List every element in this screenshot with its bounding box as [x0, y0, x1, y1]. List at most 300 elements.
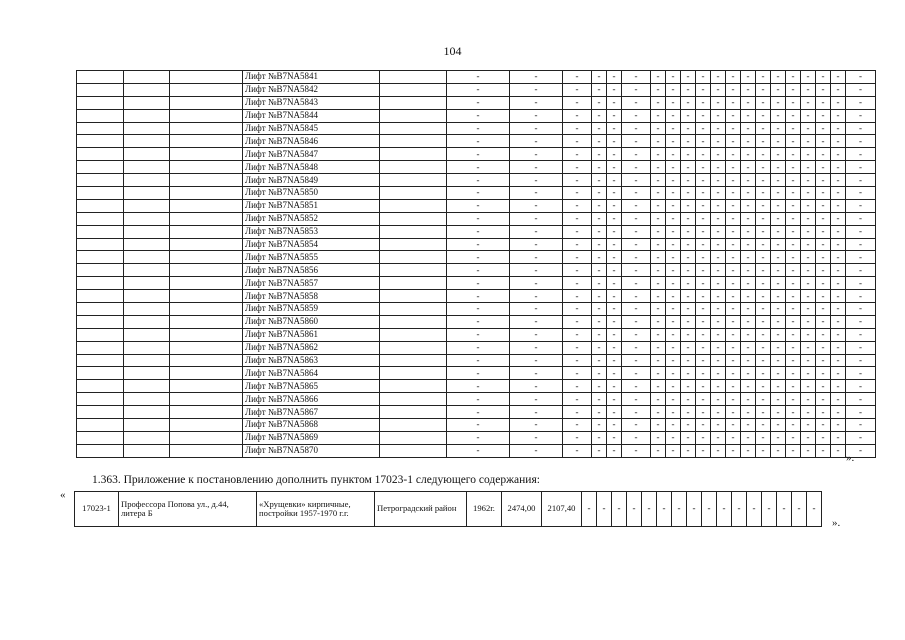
dash-cell: - [622, 199, 651, 212]
dash-cell: - [816, 122, 831, 135]
dash-cell: - [741, 83, 756, 96]
table-row [77, 122, 876, 135]
table-row [77, 225, 876, 238]
empty-cell [77, 393, 124, 406]
dash-cell: - [741, 315, 756, 328]
dash-cell: - [592, 187, 607, 200]
dash-cell: - [831, 251, 846, 264]
dash-cell: - [786, 187, 801, 200]
dash-cell: - [622, 290, 651, 303]
dash-cell: - [563, 303, 592, 316]
dash-cell: - [846, 109, 876, 122]
empty-cell [170, 315, 243, 328]
dash-cell: - [607, 148, 622, 161]
dash-cell: - [711, 431, 726, 444]
dash-cell: - [681, 174, 696, 187]
dash-cell: - [711, 161, 726, 174]
dash-cell: - [592, 251, 607, 264]
dash-cell: - [447, 431, 510, 444]
dash-cell: - [771, 419, 786, 432]
dash-cell: - [726, 406, 741, 419]
dash-cell: - [592, 83, 607, 96]
dash-cell: - [510, 109, 563, 122]
table-row [77, 238, 876, 251]
empty-cell [124, 303, 170, 316]
dash-cell: - [681, 148, 696, 161]
dash-cell: - [666, 148, 681, 161]
dash-cell: - [816, 419, 831, 432]
dash-cell: - [816, 328, 831, 341]
dash-cell: - [651, 148, 666, 161]
empty-cell [170, 354, 243, 367]
dash-cell: - [801, 419, 816, 432]
dash-cell: - [622, 354, 651, 367]
dash-cell: - [510, 290, 563, 303]
dash-cell: - [622, 431, 651, 444]
dash-cell: - [831, 380, 846, 393]
dash-cell: - [622, 174, 651, 187]
dash-cell: - [622, 406, 651, 419]
dash-cell: - [447, 251, 510, 264]
dash-cell: - [510, 277, 563, 290]
empty-cell [170, 187, 243, 200]
dash-cell: - [696, 83, 711, 96]
dash-cell: - [657, 492, 672, 527]
dash-cell: - [771, 199, 786, 212]
dash-cell: - [786, 212, 801, 225]
dash-cell: - [756, 135, 771, 148]
dash-cell: - [607, 161, 622, 174]
dash-cell: - [563, 122, 592, 135]
lift-name: Лифт №B7NA5854 [243, 238, 380, 251]
dash-cell: - [696, 187, 711, 200]
dash-cell: - [741, 328, 756, 341]
dash-cell: - [447, 135, 510, 148]
dash-cell: - [756, 199, 771, 212]
dash-cell: - [666, 264, 681, 277]
dash-cell: - [681, 109, 696, 122]
dash-cell: - [801, 406, 816, 419]
table-row [77, 174, 876, 187]
dash-cell: - [582, 492, 597, 527]
dash-cell: - [696, 431, 711, 444]
dash-cell: - [726, 109, 741, 122]
empty-cell [170, 419, 243, 432]
dash-cell: - [786, 264, 801, 277]
dash-cell: - [711, 238, 726, 251]
dash-cell: - [696, 367, 711, 380]
table-row [77, 264, 876, 277]
empty-cell [77, 264, 124, 277]
lift-table [76, 70, 876, 458]
dash-cell: - [786, 83, 801, 96]
dash-cell: - [846, 315, 876, 328]
dash-cell: - [702, 492, 717, 527]
dash-cell: - [622, 212, 651, 225]
dash-cell: - [786, 290, 801, 303]
dash-cell: - [756, 380, 771, 393]
dash-cell: - [666, 71, 681, 84]
dash-cell: - [726, 212, 741, 225]
lift-name: Лифт №B7NA5842 [243, 83, 380, 96]
dash-cell: - [711, 225, 726, 238]
dash-cell: - [607, 406, 622, 419]
dash-cell: - [786, 109, 801, 122]
dash-cell: - [666, 393, 681, 406]
dash-cell: - [726, 199, 741, 212]
dash-cell: - [681, 367, 696, 380]
dash-cell: - [510, 148, 563, 161]
empty-cell [124, 174, 170, 187]
dash-cell: - [786, 238, 801, 251]
empty-cell [124, 199, 170, 212]
empty-cell [77, 199, 124, 212]
dash-cell: - [786, 225, 801, 238]
dash-cell: - [696, 328, 711, 341]
dash-cell: - [622, 238, 651, 251]
dash-cell: - [666, 187, 681, 200]
dash-cell: - [607, 315, 622, 328]
dash-cell: - [846, 303, 876, 316]
lift-name: Лифт №B7NA5845 [243, 122, 380, 135]
dash-cell: - [651, 187, 666, 200]
empty-cell [380, 264, 447, 277]
dash-cell: - [726, 135, 741, 148]
dash-cell: - [741, 174, 756, 187]
empty-cell [380, 354, 447, 367]
dash-cell: - [622, 83, 651, 96]
dash-cell: - [681, 328, 696, 341]
dash-cell: - [786, 380, 801, 393]
dash-cell: - [592, 161, 607, 174]
dash-cell: - [711, 187, 726, 200]
lift-name: Лифт №B7NA5860 [243, 315, 380, 328]
dash-cell: - [563, 225, 592, 238]
empty-cell [77, 367, 124, 380]
dash-cell: - [831, 354, 846, 367]
dash-cell: - [786, 328, 801, 341]
dash-cell: - [786, 148, 801, 161]
dash-cell: - [741, 277, 756, 290]
dash-cell: - [592, 238, 607, 251]
dash-cell: - [846, 406, 876, 419]
dash-cell: - [741, 135, 756, 148]
dash-cell: - [651, 419, 666, 432]
empty-cell [380, 199, 447, 212]
dash-cell: - [563, 444, 592, 457]
dash-cell: - [711, 393, 726, 406]
dash-cell: - [786, 354, 801, 367]
empty-cell [77, 251, 124, 264]
dash-cell: - [696, 96, 711, 109]
dash-cell: - [510, 380, 563, 393]
dash-cell: - [741, 148, 756, 161]
table-row [77, 444, 876, 457]
dash-cell: - [711, 315, 726, 328]
dash-cell: - [607, 431, 622, 444]
dash-cell: - [726, 161, 741, 174]
dash-cell: - [741, 419, 756, 432]
dash-cell: - [563, 135, 592, 148]
dash-cell: - [831, 406, 846, 419]
dash-cell: - [563, 328, 592, 341]
dash-cell: - [666, 290, 681, 303]
dash-cell: - [816, 303, 831, 316]
row-area-total: 2474,00 [502, 492, 542, 527]
dash-cell: - [711, 212, 726, 225]
dash-cell: - [771, 277, 786, 290]
dash-cell: - [801, 315, 816, 328]
dash-cell: - [592, 419, 607, 432]
dash-cell: - [801, 122, 816, 135]
dash-cell: - [447, 290, 510, 303]
dash-cell: - [666, 96, 681, 109]
empty-cell [170, 122, 243, 135]
dash-cell: - [607, 83, 622, 96]
dash-cell: - [786, 367, 801, 380]
dash-cell: - [816, 341, 831, 354]
dash-cell: - [711, 96, 726, 109]
empty-cell [170, 444, 243, 457]
empty-cell [170, 290, 243, 303]
dash-cell: - [786, 122, 801, 135]
dash-cell: - [801, 109, 816, 122]
empty-cell [124, 406, 170, 419]
dash-cell: - [592, 277, 607, 290]
dash-cell: - [563, 251, 592, 264]
dash-cell: - [771, 174, 786, 187]
dash-cell: - [831, 290, 846, 303]
dash-cell: - [510, 174, 563, 187]
dash-cell: - [711, 277, 726, 290]
dash-cell: - [831, 431, 846, 444]
row-building-type: «Хрущевки» кирпичные, постройки 1957-1970 г.г. [257, 492, 375, 527]
dash-cell: - [831, 444, 846, 457]
empty-cell [124, 187, 170, 200]
dash-cell: - [816, 174, 831, 187]
dash-cell: - [510, 83, 563, 96]
dash-cell: - [666, 303, 681, 316]
dash-cell: - [816, 96, 831, 109]
dash-cell: - [447, 83, 510, 96]
dash-cell: - [771, 341, 786, 354]
lift-name: Лифт №B7NA5847 [243, 148, 380, 161]
empty-cell [77, 431, 124, 444]
dash-cell: - [756, 328, 771, 341]
dash-cell: - [622, 187, 651, 200]
dash-cell: - [771, 109, 786, 122]
dash-cell: - [846, 161, 876, 174]
empty-cell [124, 380, 170, 393]
table-row [77, 380, 876, 393]
dash-cell: - [592, 199, 607, 212]
dash-cell: - [696, 174, 711, 187]
empty-cell [170, 264, 243, 277]
dash-cell: - [756, 406, 771, 419]
dash-cell: - [726, 367, 741, 380]
dash-cell: - [741, 187, 756, 200]
dash-cell: - [622, 96, 651, 109]
empty-cell [170, 380, 243, 393]
dash-cell: - [711, 135, 726, 148]
empty-cell [380, 431, 447, 444]
dash-cell: - [563, 419, 592, 432]
table-row [77, 251, 876, 264]
dash-cell: - [651, 341, 666, 354]
empty-cell [77, 238, 124, 251]
dash-cell: - [681, 83, 696, 96]
dash-cell: - [607, 96, 622, 109]
dash-cell: - [447, 109, 510, 122]
dash-cell: - [846, 148, 876, 161]
dash-cell: - [756, 264, 771, 277]
dash-cell: - [846, 199, 876, 212]
dash-cell: - [816, 264, 831, 277]
dash-cell: - [801, 303, 816, 316]
dash-cell: - [801, 187, 816, 200]
dash-cell: - [681, 161, 696, 174]
dash-cell: - [651, 406, 666, 419]
dash-cell: - [651, 315, 666, 328]
dash-cell: - [666, 444, 681, 457]
dash-cell: - [447, 187, 510, 200]
dash-cell: - [756, 367, 771, 380]
dash-cell: - [741, 367, 756, 380]
dash-cell: - [592, 380, 607, 393]
dash-cell: - [741, 71, 756, 84]
dash-cell: - [786, 96, 801, 109]
empty-cell [124, 341, 170, 354]
dash-cell: - [592, 303, 607, 316]
dash-cell: - [666, 419, 681, 432]
dash-cell: - [563, 264, 592, 277]
empty-cell [380, 444, 447, 457]
dash-cell: - [696, 290, 711, 303]
dash-cell: - [563, 315, 592, 328]
lift-name: Лифт №B7NA5862 [243, 341, 380, 354]
empty-cell [380, 225, 447, 238]
dash-cell: - [726, 354, 741, 367]
dash-cell: - [846, 380, 876, 393]
dash-cell: - [510, 315, 563, 328]
dash-cell: - [756, 161, 771, 174]
dash-cell: - [447, 277, 510, 290]
dash-cell: - [651, 290, 666, 303]
dash-cell: - [846, 367, 876, 380]
dash-cell: - [771, 212, 786, 225]
dash-cell: - [711, 199, 726, 212]
dash-cell: - [563, 277, 592, 290]
dash-cell: - [771, 406, 786, 419]
dash-cell: - [726, 174, 741, 187]
dash-cell: - [592, 264, 607, 277]
dash-cell: - [726, 303, 741, 316]
empty-cell [124, 328, 170, 341]
dash-cell: - [711, 71, 726, 84]
empty-cell [77, 380, 124, 393]
dash-cell: - [801, 367, 816, 380]
empty-cell [170, 393, 243, 406]
empty-cell [77, 161, 124, 174]
dash-cell: - [681, 290, 696, 303]
dash-cell: - [816, 251, 831, 264]
dash-cell: - [622, 109, 651, 122]
dash-cell: - [642, 492, 657, 527]
dash-cell: - [711, 406, 726, 419]
dash-cell: - [816, 71, 831, 84]
dash-cell: - [651, 393, 666, 406]
empty-cell [77, 96, 124, 109]
dash-cell: - [711, 251, 726, 264]
dash-cell: - [846, 71, 876, 84]
dash-cell: - [666, 380, 681, 393]
dash-cell: - [831, 341, 846, 354]
row-address: Профессора Попова ул., д.44, литера Б [119, 492, 257, 527]
dash-cell: - [666, 431, 681, 444]
empty-cell [380, 315, 447, 328]
dash-cell: - [651, 251, 666, 264]
dash-cell: - [846, 135, 876, 148]
dash-cell: - [510, 199, 563, 212]
empty-cell [380, 187, 447, 200]
empty-cell [170, 303, 243, 316]
empty-cell [380, 419, 447, 432]
table-row [77, 199, 876, 212]
dash-cell: - [681, 238, 696, 251]
dash-cell: - [726, 380, 741, 393]
dash-cell: - [666, 83, 681, 96]
dash-cell: - [726, 251, 741, 264]
dash-cell: - [666, 406, 681, 419]
empty-cell [380, 161, 447, 174]
empty-cell [77, 83, 124, 96]
empty-cell [124, 367, 170, 380]
dash-cell: - [447, 225, 510, 238]
dash-cell: - [447, 315, 510, 328]
dash-cell: - [801, 174, 816, 187]
dash-cell: - [651, 71, 666, 84]
dash-cell: - [447, 380, 510, 393]
dash-cell: - [846, 290, 876, 303]
empty-cell [77, 225, 124, 238]
empty-cell [77, 315, 124, 328]
dash-cell: - [831, 393, 846, 406]
empty-cell [77, 187, 124, 200]
table-row [77, 393, 876, 406]
empty-cell [380, 406, 447, 419]
dash-cell: - [801, 290, 816, 303]
dash-cell: - [846, 212, 876, 225]
lift-name: Лифт №B7NA5869 [243, 431, 380, 444]
dash-cell: - [622, 251, 651, 264]
dash-cell: - [726, 148, 741, 161]
empty-cell [170, 161, 243, 174]
dash-cell: - [696, 161, 711, 174]
dash-cell: - [726, 419, 741, 432]
dash-cell: - [771, 354, 786, 367]
dash-cell: - [510, 367, 563, 380]
dash-cell: - [711, 174, 726, 187]
dash-cell: - [563, 148, 592, 161]
dash-cell: - [607, 135, 622, 148]
dash-cell: - [681, 393, 696, 406]
dash-cell: - [741, 96, 756, 109]
dash-cell: - [696, 303, 711, 316]
empty-cell [124, 96, 170, 109]
dash-cell: - [651, 135, 666, 148]
dash-cell: - [726, 122, 741, 135]
dash-cell: - [771, 238, 786, 251]
